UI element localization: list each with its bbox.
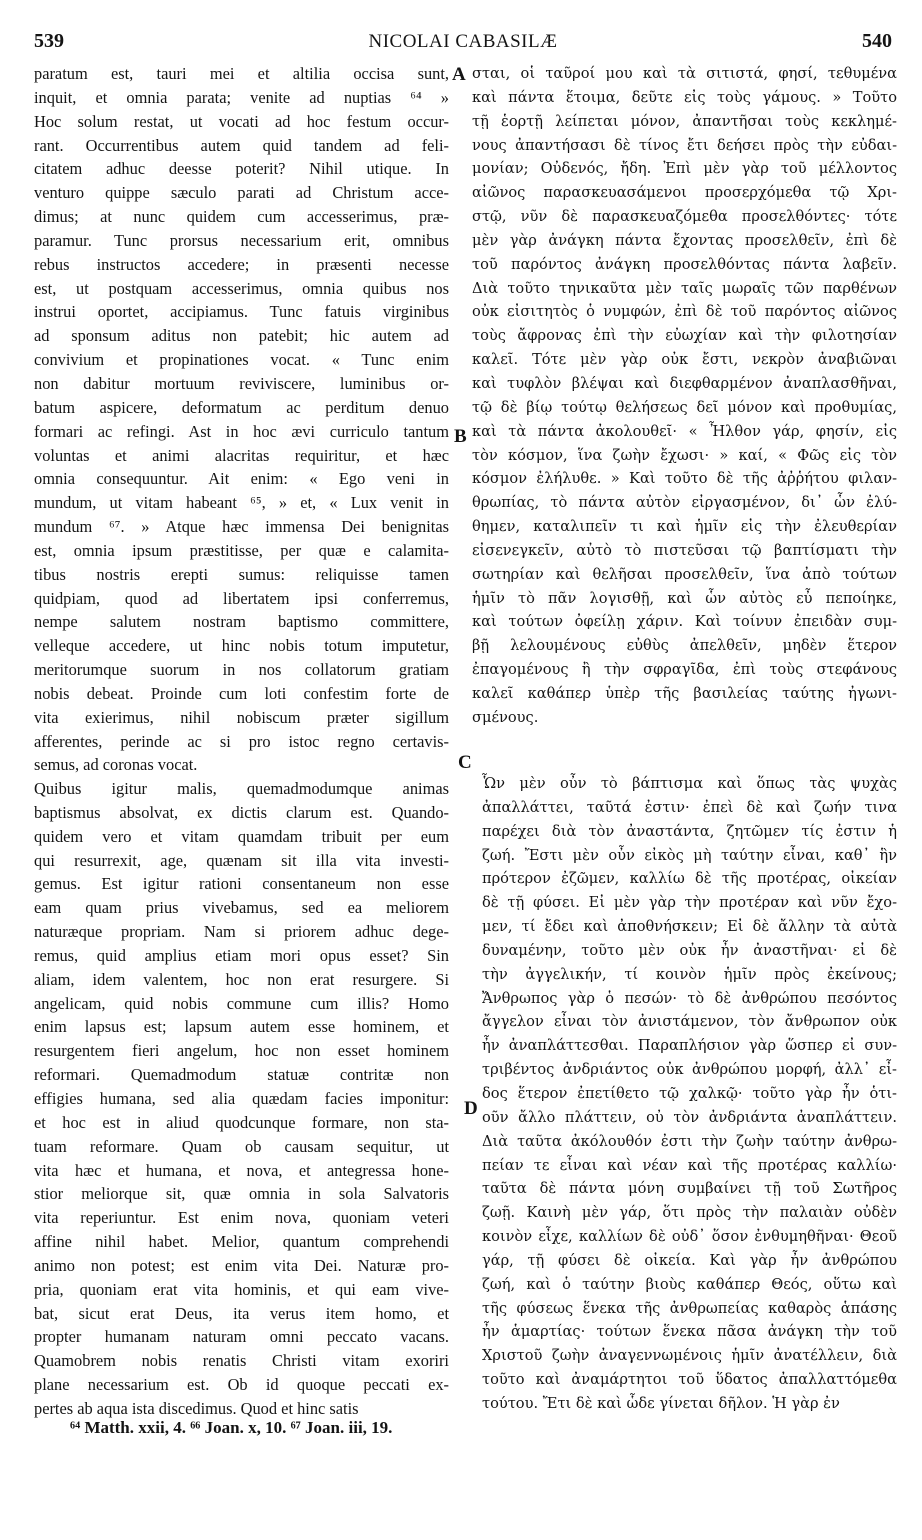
text-line: vita exierimus, nihil nobiscum præter sigillum — [34, 707, 449, 727]
text-line: ζωή. Ἔστι μὲν οὖν εἰκὸς μὴ ταύτην εἶναι, καθ᾽ ἣν — [482, 846, 897, 864]
text-line: παρέχει διὰ τὸν ἀναστάντα, ζητῶμεν τίς ἐστιν ἡ — [482, 822, 897, 840]
text-line: δος ἕτερον ἐπετίθετο τῷ χαλκῷ· τοῦτο γὰρ ἦν ὁτι- — [482, 1084, 897, 1102]
text-line: vita reperiuntur. Est enim nova, quoniam veteri — [34, 1208, 449, 1228]
text-line: ἦν ἁμαρτίας· τούτων ἕνεκα πᾶσα ἀνάγκη τὴν τοῦ — [482, 1323, 897, 1341]
text-line: convivium et propinationes vocat. « Tunc enim — [34, 350, 449, 370]
text-line: propter humanam naturam omni peccato vacans. — [34, 1327, 449, 1347]
greek-column-bottom — [482, 772, 897, 1416]
text-line: τῷ δὲ βίῳ τούτῳ θελήσεως δεῖ μόνον καὶ προθυμίας, — [472, 398, 897, 416]
text-line: citatem adhuc deesse poterit? Nihil utique. In — [34, 159, 449, 179]
text-line: qui resurrexit, age, quænam sit illa vita investi- — [34, 850, 449, 870]
section-marker-d: D — [464, 1098, 478, 1119]
text-line: θρωπίας, τὸ πάντα αὐτὸν εἰργασμένον, δι᾽ ὧν ἐλύ- — [472, 494, 897, 512]
text-line: βῇ λελουμένους εὐθὺς ἀπελθεῖν, μηδὲν ἕτερον — [472, 637, 897, 655]
text-line: Hoc solum restat, ut vocati ad hoc festum occur- — [34, 111, 449, 131]
text-line: batum aspicere, deformatum ac perditum denuo — [34, 397, 449, 417]
text-line: αἰῶνος παρασκευασάμενοι προσερχόμεθα τῷ Χρι- — [472, 184, 897, 202]
text-line: gemus. Est igitur rationi consentaneum non esse — [34, 874, 449, 894]
text-line: θημεν, καταλιπεῖν τι καὶ ἡμῖν εἰς τὴν ἐλευθερίαν — [472, 518, 897, 536]
text-line: γάρ, τῇ φύσει δὲ οἰκεία. Καὶ γὰρ ἦν ἀνθρώπου — [482, 1251, 897, 1269]
text-line: κοινὸν εἶχε, καλλίων δὲ οὐδ᾽ ὅσον ἐνθυμηθῆναι· Θεοῦ — [482, 1228, 897, 1246]
text-line: μεν, τί ἔδει καὶ ἀποθνήσκειν; Εἰ δὲ ἄλλην τὰ αὐτὰ — [482, 918, 897, 936]
text-line: ἄγγελον εἶναι τὸν ἀνιστάμενον, τὸν ἄνθρωπον οὐκ — [482, 1013, 897, 1031]
text-line: formari ac refingi. Ast in hoc ævi curriculo tantum — [34, 421, 449, 441]
text-line: animo non potest; est enim vita Dei. Naturæ pro- — [34, 1255, 449, 1275]
text-line: pria, quoniam erat vita hominis, et qui eam vive- — [34, 1279, 449, 1299]
text-line: bat, sicut erat Deus, ita verus item homo, et — [34, 1303, 449, 1323]
text-line: naturæque propriam. Nam si priorem adhuc dege- — [34, 922, 449, 942]
text-line: aliam, idem valentem, hoc non erat resurgere. Si — [34, 969, 449, 989]
text-line: μὲν γὰρ ἀνάγκη πάντα ἔχοντας προσελθεῖν, ἐπὶ δὲ — [472, 231, 897, 249]
text-line: non dabitur mortuum reviviscere, luminibus or- — [34, 373, 449, 393]
text-line: resurgentem fieri angelum, hoc non esset hominem — [34, 1041, 449, 1061]
page-number-left: 539 — [34, 30, 64, 52]
text-line: τῇ ἑορτῇ λείπεται μόνον, ἀπαντῆσαι τοὺς κεκλημέ- — [472, 112, 897, 130]
text-line: reformari. Quemadmodum statuæ contritæ non — [34, 1065, 449, 1085]
text-line: τοῦ παρόντος ἀνάγκη προσελθόντας πάντα λαβεῖν. — [472, 255, 897, 273]
text-line: nempe salutem nostram baptismo committere, — [34, 612, 449, 632]
text-line: καὶ τὰ πάντα ἀκολουθεῖ· « Ἦλθον γάρ, φησίν, εἰς — [472, 422, 897, 440]
text-line: ἀπαλλάττει, ταῦτά ἐστιν· ἐπεὶ δὲ καὶ ζωήν τινα — [482, 798, 897, 816]
text-line: σωτηρίαν καὶ θελῆσαι προσελθεῖν, ἵνα ἀπὸ τούτων — [472, 565, 897, 583]
text-line: ταῦτα δὲ πάντα μόνη συμβαίνει τῇ τοῦ Σωτῆρος — [482, 1180, 897, 1198]
text-line: venturo quippe sæculo parati ad Christum acce- — [34, 183, 449, 203]
text-line: καλεῖ. Τότε μὲν γὰρ οὐκ ἔστι, νεκρὸν ἀναβιῶναι — [472, 351, 897, 369]
greek-column-top — [472, 62, 897, 730]
text-line: Διὰ ταῦτα ἀκόλουθόν ἐστι τὴν ζωὴν ταύτην ἀνθρω- — [482, 1132, 897, 1150]
latin-column-top — [34, 62, 449, 777]
text-line: μονίαν; Οὐδενός, ἤδη. Ἐπὶ μὲν γὰρ τοῦ μέλλοντος — [472, 160, 897, 178]
text-line: πρότερον ἐζῶμεν, καλλίω δὲ τῆς προτέρας, οἰκείαν — [482, 870, 897, 888]
text-line: angelicam, quid nobis commune cum illis? Homo — [34, 993, 449, 1013]
page-number-right: 540 — [862, 30, 892, 52]
text-line: πείαν τε εἶναι καὶ νέαν καὶ τῆς προτέρας καλλίω· — [482, 1156, 897, 1174]
text-line: καὶ τυφλὸν βλέψαι καὶ διεφθαρμένον ἀναπλασθῆναι, — [472, 374, 897, 392]
text-line: τοῦτο καὶ ἀναμάρτητοι τοῦ ὕδατος ἀπαλλαττόμεθα — [482, 1371, 897, 1389]
text-line: ad sponsum aditus non patebit; hic autem ad — [34, 326, 449, 346]
text-line: paratum est, tauri mei et altilia occisa sunt, — [34, 64, 449, 83]
text-line: semus, ad coronas vocat. — [34, 755, 198, 775]
text-line: omnia consequuntur. Ait enim: « Ego veni in — [34, 469, 449, 489]
text-line: καλεῖ καθάπερ ὑπὲρ τῆς βασιλείας ταύτης ἠγωνι- — [472, 684, 897, 702]
text-line: καὶ πάντα ἕτοιμα, δεῦτε εἰς τοὺς γάμους. » Τοῦτο — [472, 88, 897, 106]
text-line: instrui oportet, accipiamus. Tunc fatuis virginibus — [34, 302, 449, 322]
text-line: remus, quid amplius etiam mori opus esset? Sin — [34, 945, 449, 965]
text-line: quidpiam, quod ad libertatem ipsi conferremus, — [34, 588, 449, 608]
text-line: est, omnia ipsum præstitisse, per quæ e calamita- — [34, 540, 449, 560]
text-line: mundum ⁶⁷. » Atque hæc immensa Dei benignitas — [34, 517, 449, 537]
text-line: Quibus igitur malis, quemadmodumque animas — [34, 779, 449, 798]
text-line: Ἄνθρωπος γὰρ ὁ πεσών· τὸ δὲ ἀνθρώπου πεσόντος — [482, 989, 897, 1007]
text-line: plane necessarium est. Ob id quoque peccati ex- — [34, 1375, 449, 1395]
section-marker-c: C — [458, 752, 472, 773]
text-line: afferentes, perinde ac si pro istoc regno certavis- — [34, 731, 449, 751]
text-line: mundum, ut vitam habeant ⁶⁵, » et, « Lux venit in — [34, 493, 449, 513]
text-line: τὸν κόσμον, ἵνα ζωὴν ἔχωσι· » καί, « Φῶς εἰς τὸν — [472, 446, 897, 464]
text-line: ζωή, καὶ ὁ ταύτην βιοὺς καθάπερ Θεός, οὕτω καὶ — [482, 1275, 897, 1293]
text-line: οῦν ἄλλο πλάττειν, οὐ τὸν ἀνδριάντα ἀναπλάττειν. — [482, 1108, 897, 1126]
text-line: ἡμῖν τὸ πᾶν λογισθῇ, καὶ ὧν αὐτὸς εὖ πεποίηκε, — [472, 589, 897, 607]
text-line: τὴν ἀγγελικήν, τί κοινὸν ἡμῖν πρὸς ἐκείνους; — [482, 965, 897, 983]
text-line: velleque accedere, ut hinc nobis totum imputetur, — [34, 636, 449, 656]
text-line: est, ut postquam accesserimus, omnia quibus nos — [34, 278, 449, 298]
text-line: Διὰ τοῦτο τηνικαῦτα μὲν ταῖς μωραῖς τῶν παρθένων — [472, 279, 897, 297]
text-line: τούτου. Ἔτι δὲ καὶ ὧδε γίνεται δῆλον. Ἡ γὰρ ἐν — [482, 1394, 840, 1412]
text-line: ἦν ἀναπλάττεσθαι. Παραπλήσιον γὰρ ὥσπερ εἰ συν- — [482, 1037, 897, 1055]
text-line: meritorumque suorum in nos collatorum gratiam — [34, 660, 449, 680]
text-line: quidem vero et vitam quamdam tribuit per eum — [34, 826, 449, 846]
text-line: dimus; at nunc quidem cum accesserimus, præ- — [34, 207, 449, 227]
text-line: effigies humana, sed alia quædam facies imponitur: — [34, 1088, 449, 1108]
text-line: stior meliorque sit, quæ omnia in sola Salvatoris — [34, 1184, 449, 1204]
text-line: inquit, et omnia parata; venite ad nuptias ⁶⁴ » — [34, 87, 449, 107]
text-line: δὲ τῇ φύσει. Εἰ μὲν γὰρ τὴν προτέραν καὶ νῦν ἔχο- — [482, 894, 897, 912]
text-line: στῷ, νῦν δὲ παρασκευαζόμεθα προσελθόντες· τότε — [472, 208, 897, 226]
text-line: enim lapsus est; lapsum autem esse hominem, et — [34, 1017, 449, 1037]
section-marker-b: B — [454, 426, 467, 447]
text-line: tibus nostris erepti sumus: reliquisse tamen — [34, 564, 449, 584]
text-line: paramur. Tunc prorsus necessarium erit, omnibus — [34, 230, 449, 250]
footnotes: ⁶⁴ Matth. xxii, 4. ⁶⁶ Joan. x, 10. ⁶⁷ Joan. iii, 19. — [70, 1418, 393, 1437]
text-line: rebus instructos accedere; in præsenti necesse — [34, 254, 449, 274]
text-line: εἰσενεγκεῖν, αὐτὸ τὸ πιστεῦσαι τῷ βαπτίσματι τὴν — [472, 541, 897, 559]
text-line: Χριστοῦ ζωὴν ἀναγεννωμένοις ἡμῖν ἀνατέλλειν, διὰ — [482, 1347, 897, 1365]
text-line: σμένους. — [472, 708, 539, 726]
latin-column-bottom — [34, 777, 449, 1421]
text-line: rant. Occurrentibus autem quid tandem ad feli- — [34, 135, 449, 155]
text-line: affine nihil habet. Melior, quantum comprehendi — [34, 1232, 449, 1252]
text-line: καὶ τούτων ὀφείλῃ χάριν. Καὶ τοίνυν ἐπειδὰν συμ- — [472, 613, 897, 631]
text-line: tuam reformare. Quam ob causam sequitur, ut — [34, 1136, 449, 1156]
text-line: pertes ab aqua ista discedimus. Quod et hinc satis — [34, 1398, 359, 1418]
text-line: νους ἀπαντήσασι δὲ τίνος ἔτι δεήσει πρὸς τὴν εὐδαι- — [472, 136, 897, 154]
text-line: τοὺς ἄφρονας ἐπὶ τὴν εὐωχίαν καὶ τὴν φιλοτησίαν — [472, 327, 897, 345]
text-line: Ὧν μὲν οὖν τὸ βάπτισμα καὶ ὅπως τὰς ψυχὰς — [482, 775, 897, 792]
text-line: τῆς φύσεως ἕνεκα τῆς ἀνθρωπείας καθαρὸς ἁπάσης — [482, 1299, 897, 1317]
text-line: σται, οἱ ταῦροί μου καὶ τὰ σιτιστά, φησί, τεθυμένα — [472, 65, 897, 82]
text-line: eam quam prius vivebamus, sed ea meliorem — [34, 898, 449, 918]
text-line: ἐπαγομένους ἢ τὴν σφραγῖδα, ἐπὶ τοὺς στεφάνους — [472, 661, 897, 679]
text-line: et hoc est in aliud quodcunque formare, non sta- — [34, 1112, 449, 1132]
text-line: Quamobrem nobis renatis Christi vitam exoriri — [34, 1351, 449, 1371]
text-line: δυναμένην, τοῦτο μὲν οὐκ ἦν ἀναστῆναι· εἰ δὲ — [482, 941, 897, 959]
running-title: NICOLAI CABASILÆ — [368, 31, 558, 52]
text-line: οὐκ εἰσιτητὸς ὁ νυμφών, ἐπὶ δὲ τοῦ παρόντος αἰῶνος — [472, 303, 897, 321]
text-line: κόσμον ἐλήλυθε. » Καὶ τοῦτο δὲ τῆς ἀῤῥήτου φιλαν- — [472, 470, 897, 488]
text-line: nobis debeat. Proinde cum loti confestim forte de — [34, 683, 449, 703]
section-marker-a: A — [452, 64, 466, 85]
text-line: baptismus absolvat, ex dictis clarum est. Quando- — [34, 802, 449, 822]
text-line: ζωῇ. Καινὴ μὲν γάρ, ὅτι πρὸς τὴν παλαιὰν οὐδὲν — [482, 1204, 897, 1222]
text-line: voluntas et animi alacritas requiritur, et hæc — [34, 445, 449, 465]
text-line: vita hæc et humana, et nova, et antegressa hone- — [34, 1160, 449, 1180]
text-line: τριβέντος ἀνδριάντος οὐκ ἀνθρώπου μορφή, ἀλλ᾽ εἶ- — [482, 1061, 897, 1079]
running-header — [34, 30, 892, 56]
